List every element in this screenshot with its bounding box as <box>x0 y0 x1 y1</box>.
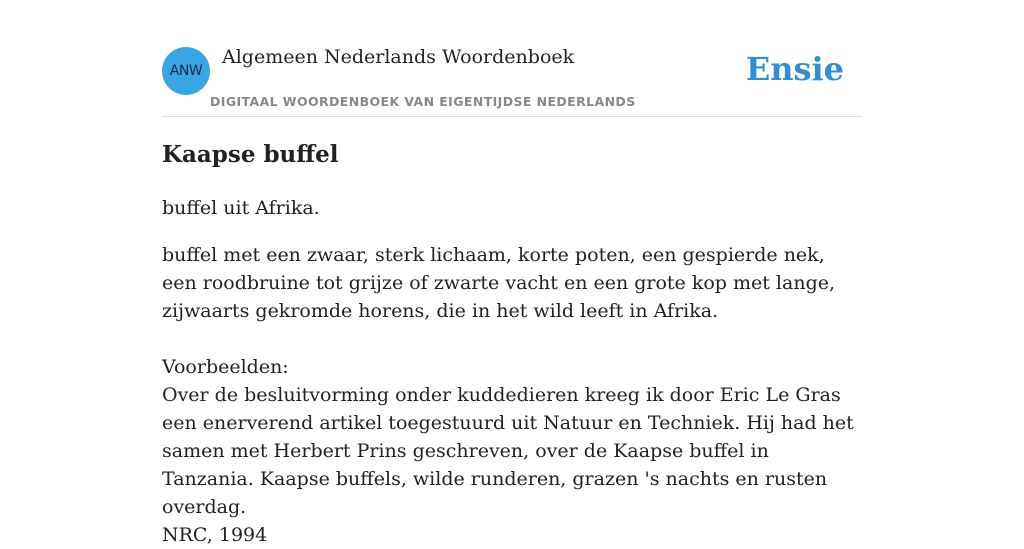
source-title[interactable]: Algemeen Nederlands Woordenboek <box>222 46 575 68</box>
site-header <box>162 0 862 117</box>
examples-section <box>162 353 862 549</box>
entry-content <box>162 138 862 549</box>
short-definition: buffel uit Afrika. <box>162 197 320 219</box>
anw-logo-icon[interactable] <box>162 47 210 95</box>
entry-headword: Kaapse buffel <box>162 141 339 168</box>
long-definition: buffel met een zwaar, sterk lichaam, korte poten, een gespierde nek, een roodbruine tot grijze of zwarte vacht en een grote kop met lange, zijwaarts gekromde horens, die in het wild leeft in Afrika. <box>162 244 836 322</box>
source-subtitle: DIGITAAL WOORDENBOEK VAN EIGENTIJDSE NEDERLANDS <box>210 94 636 109</box>
example-source: NRC, 1994 <box>162 524 268 546</box>
logo-text: ANW <box>169 63 203 79</box>
ensie-brand-logo[interactable]: Ensie <box>745 50 844 88</box>
example-text: Over de besluitvorming onder kuddedieren kreeg ik door Eric Le Gras een enerverend artikel toegestuurd uit Natuur en Techniek. Hij had het samen met Herbert Prins geschreven, over de Kaapse buffel in Tanzania. Kaapse buffels, wilde runderen, grazen 's nachts en rusten overdag. <box>162 384 854 518</box>
examples-label: Voorbeelden: <box>162 356 289 378</box>
